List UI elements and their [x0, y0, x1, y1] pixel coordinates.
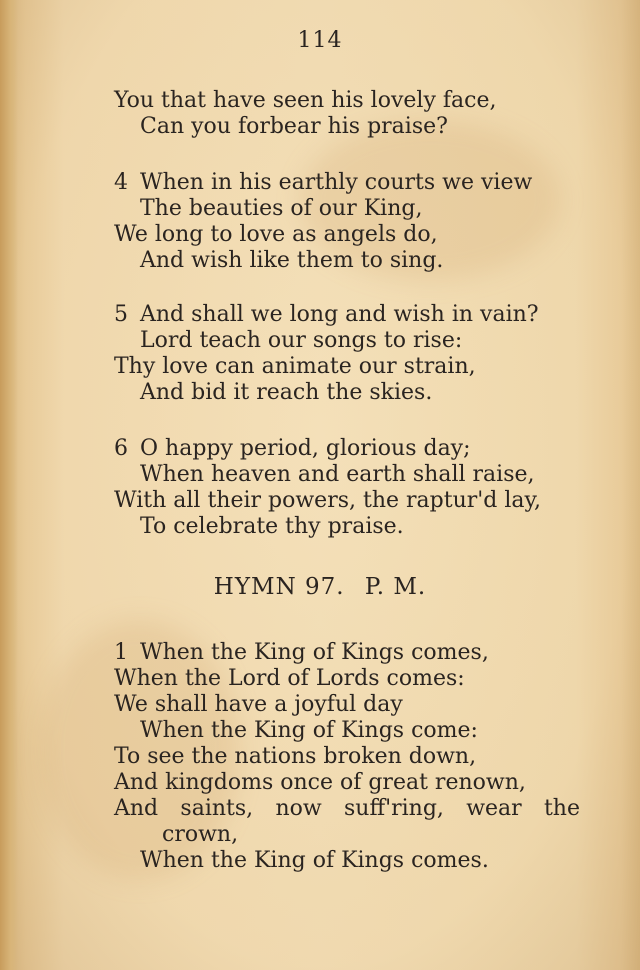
verse-line: And wish like them to sing. — [140, 248, 444, 273]
verse-line-continuation: crown, — [162, 822, 239, 847]
verse-continuation — [114, 88, 584, 140]
verse-5 — [114, 302, 584, 406]
verse-line: When heaven and earth shall raise, — [140, 462, 535, 487]
word: wear — [466, 796, 522, 821]
word: the — [543, 796, 580, 821]
verse-line: Lord teach our songs to rise: — [140, 328, 463, 353]
verse-line: The beauties of our King, — [140, 196, 423, 221]
verse-line: To see the nations broken down, — [114, 744, 477, 769]
verse-line: We long to love as angels do, — [114, 222, 438, 247]
verse-1 — [114, 640, 584, 874]
hymn-label: HYMN 97. — [213, 574, 345, 600]
page-spine-shadow — [0, 0, 18, 970]
verse-line: When the King of Kings comes. — [140, 848, 489, 873]
verse-line: And kingdoms once of great renown, — [114, 770, 526, 795]
verse-line: When the King of Kings comes, — [140, 640, 489, 665]
word: suff'ring, — [343, 796, 444, 821]
verse-line: Can you forbear his praise? — [140, 114, 448, 139]
verse-line: When the Lord of Lords comes: — [114, 666, 465, 691]
page-number: 114 — [297, 28, 343, 53]
verse-line: When in his earthly courts we view — [140, 170, 533, 195]
verse-line: When the King of Kings come: — [140, 718, 478, 743]
verse-line: O happy period, glorious day; — [140, 436, 471, 461]
verse-line-justified — [114, 796, 580, 822]
verse-line: And bid it reach the skies. — [140, 380, 433, 405]
verse-number: 4 — [114, 170, 128, 195]
hymn-meter: P. M. — [364, 574, 427, 600]
word: saints, — [180, 796, 254, 821]
verse-4 — [114, 170, 584, 274]
verse-line: With all their powers, the raptur'd lay, — [114, 488, 542, 513]
word: And — [114, 796, 159, 821]
verse-number: 6 — [114, 436, 128, 461]
word: now — [275, 796, 322, 821]
hymn-title — [0, 574, 640, 600]
verse-6 — [114, 436, 584, 540]
verse-number: 1 — [114, 640, 128, 665]
verse-line: Thy love can animate our strain, — [114, 354, 476, 379]
verse-line: And shall we long and wish in vain? — [140, 302, 539, 327]
verse-line: We shall have a joyful day — [114, 692, 403, 717]
verse-line: You that have seen his lovely face, — [114, 88, 497, 113]
verse-line: To celebrate thy praise. — [140, 514, 404, 539]
verse-number: 5 — [114, 302, 128, 327]
